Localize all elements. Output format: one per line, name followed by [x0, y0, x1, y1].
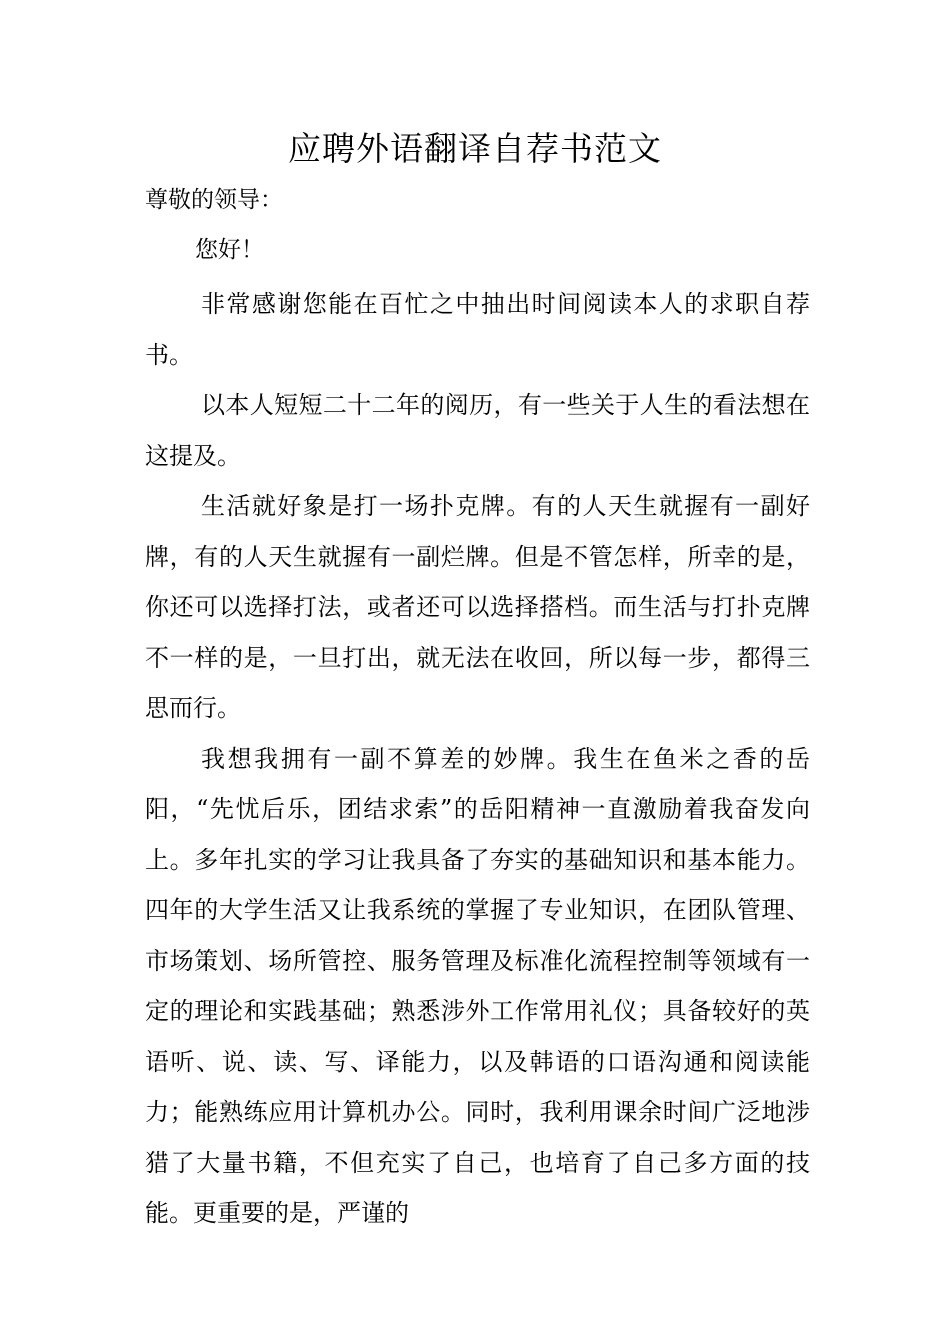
- paragraph-background: 我想我拥有一副不算差的妙牌。我生在鱼米之香的岳阳，“先忧后乐，团结求索”的岳阳精神一直激励着我奋发向上。多年扎实的学习让我具备了夯实的基础知识和基本能力。四年的大学生活又让我系统的掌握了专业知识，在团队管理、市场策划、场所管控、服务管理及标准化流程控制等领域有一定的理论和实践基础；熟悉涉外工作常用礼仪；具备较好的英语听、说、读、写、译能力，以及韩语的口语沟通和阅读能力；能熟练应用计算机办公。同时，我利用课余时间广泛地涉猎了大量书籍，不但充实了自己，也培育了自己多方面的技能。更重要的是，严谨的: [145, 744, 810, 1227]
- document-title: 应聘外语翻译自荐书范文: [288, 129, 662, 168]
- paragraph-card-metaphor: 生活就好象是打一场扑克牌。有的人天生就握有一副好牌，有的人天生就握有一副烂牌。但是不管怎样，所幸的是，你还可以选择打法，或者还可以选择搭档。而生活与打扑克牌不一样的是，一旦打出，就无法在收回，所以每一步，都得三思而行。: [145, 492, 810, 722]
- greeting: 您好！: [195, 237, 264, 263]
- document-body: [145, 279, 810, 1239]
- salutation: 尊敬的领导：: [145, 187, 283, 213]
- paragraph-intro: 以本人短短二十二年的阅历，有一些关于人生的看法想在这提及。: [145, 391, 810, 470]
- paragraph-thanks: 非常感谢您能在百忙之中抽出时间阅读本人的求职自荐书。: [145, 290, 810, 369]
